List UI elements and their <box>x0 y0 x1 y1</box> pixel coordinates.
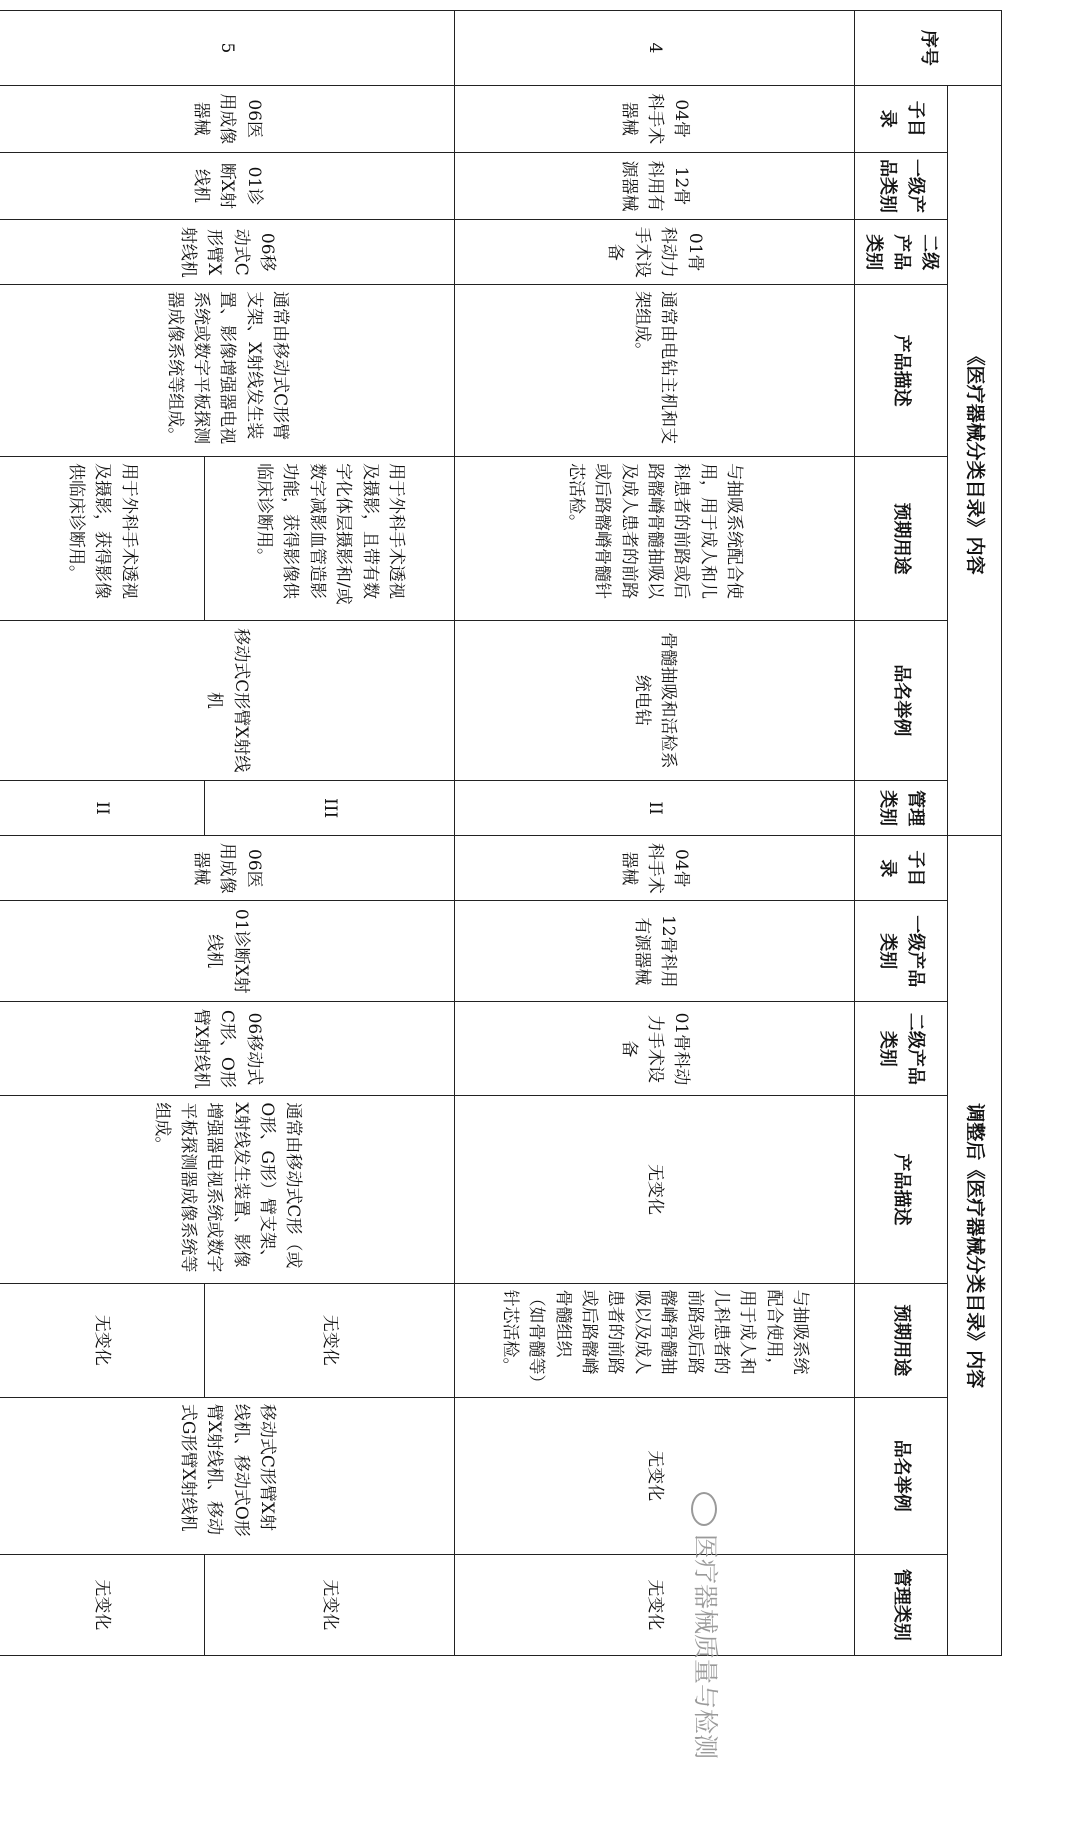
header-adj-sub-catalog: 子目录 <box>855 836 948 901</box>
cell-adj-management-class: 无变化 <box>205 1554 455 1655</box>
header-adj-intended-use: 预期用途 <box>855 1283 948 1397</box>
cell-adj-management-class: 无变化 <box>0 1554 205 1655</box>
cell-adj-secondary-category: 06移动式C形、O形臂X射线机 <box>0 1002 455 1096</box>
header-primary-category: 一级产品类别 <box>855 152 948 220</box>
cell-management-class: III <box>205 780 455 836</box>
cell-adj-intended-use: 无变化 <box>0 1283 205 1397</box>
cell-adj-primary-category: 01诊断X射线机 <box>0 901 455 1002</box>
header-adj-secondary-category: 二级产品类别 <box>855 1002 948 1096</box>
table-row <box>205 11 455 1656</box>
cell-management-class: II <box>0 780 205 836</box>
cell-intended-use: 用于外科手术透视及摄影，且带有数字化体层摄影和/或数字减影血管造影功能，获得影像供临床诊断用。 <box>205 457 455 621</box>
cell-adj-examples: 无变化 <box>455 1397 855 1554</box>
header-adj-primary-category: 一级产品类别 <box>855 901 948 1002</box>
cell-description: 通常由电钻主机和支架组成。 <box>455 285 855 457</box>
header-sub-catalog: 子目录 <box>855 85 948 152</box>
cell-intended-use: 与抽吸系统配合使用，用于成人和儿科患者的前路或后路髂嵴骨髓抽吸以及成人患者的前路或后路髂嵴骨髓针芯活检。 <box>455 457 855 621</box>
cell-secondary-category: 06移动式C形臂X射线机 <box>0 220 455 285</box>
header-seq: 序号 <box>855 11 1002 86</box>
cell-adj-description: 无变化 <box>455 1096 855 1283</box>
header-secondary-category: 二级产品类别 <box>855 220 948 285</box>
cell-management-class: II <box>455 780 855 836</box>
cell-adj-primary-category: 12骨科用有源器械 <box>455 901 855 1002</box>
cell-sub-catalog: 04骨科手术器械 <box>455 85 855 152</box>
header-adj-examples: 品名举例 <box>855 1397 948 1554</box>
row-seq: 5 <box>0 11 455 86</box>
header-description: 产品描述 <box>855 285 948 457</box>
row-seq: 4 <box>455 11 855 86</box>
cell-intended-use: 用于外科手术透视及摄影，获得影像供临床诊断用。 <box>0 457 205 621</box>
header-original-catalog: 《医疗器械分类目录》内容 <box>948 85 1002 836</box>
cell-secondary-category: 01骨科动力手术设备 <box>455 220 855 285</box>
header-adj-description: 产品描述 <box>855 1096 948 1283</box>
header-adj-management-class: 管理类别 <box>855 1554 948 1655</box>
cell-adj-description: 通常由移动式C形（或O形、G形）臂支架、X射线发生装置、影像增强器电视系统或数字平板探测器成像系统等组成。 <box>0 1096 455 1283</box>
cell-primary-category: 12骨科用有源器械 <box>455 152 855 220</box>
cell-examples: 移动式C形臂X射线机 <box>0 620 455 780</box>
cell-sub-catalog: 06医用成像器械 <box>0 85 455 152</box>
header-examples: 品名举例 <box>855 620 948 780</box>
watermark-text: 医疗器械质量与检测 <box>691 1534 720 1760</box>
watermark <box>683 1492 725 1822</box>
table-row <box>455 11 855 1656</box>
header-management-class: 管理类别 <box>855 780 948 836</box>
cell-adj-secondary-category: 01骨科动力手术设备 <box>455 1002 855 1096</box>
wechat-icon <box>691 1492 717 1526</box>
cell-primary-category: 01诊断X射线机 <box>0 152 455 220</box>
header-adjusted-catalog: 调整后《医疗器械分类目录》内容 <box>948 836 1002 1656</box>
cell-description: 通常由移动式C形臂支架、X射线发生装置、影像增强器电视系统或数字平板探测器成像系统等组成。 <box>0 285 455 457</box>
cell-adj-examples: 移动式C形臂X射线机、移动式O形臂X射线机、移动式G形臂X射线机 <box>0 1397 455 1554</box>
cell-adj-sub-catalog: 04骨科手术器械 <box>455 836 855 901</box>
cell-adj-intended-use: 无变化 <box>205 1283 455 1397</box>
header-intended-use: 预期用途 <box>855 457 948 621</box>
cell-adj-management-class: 无变化 <box>455 1554 855 1655</box>
cell-adj-intended-use: 与抽吸系统配合使用，用于成人和儿科患者的前路或后路髂嵴骨髓抽吸以及成人患者的前路或后路髂嵴骨髓组织（如骨髓等）针芯活检。 <box>455 1283 855 1397</box>
cell-adj-sub-catalog: 06医用成像器械 <box>0 836 455 901</box>
classification-table <box>0 10 1002 1656</box>
cell-examples: 骨髓抽吸和活检系统电钻 <box>455 620 855 780</box>
